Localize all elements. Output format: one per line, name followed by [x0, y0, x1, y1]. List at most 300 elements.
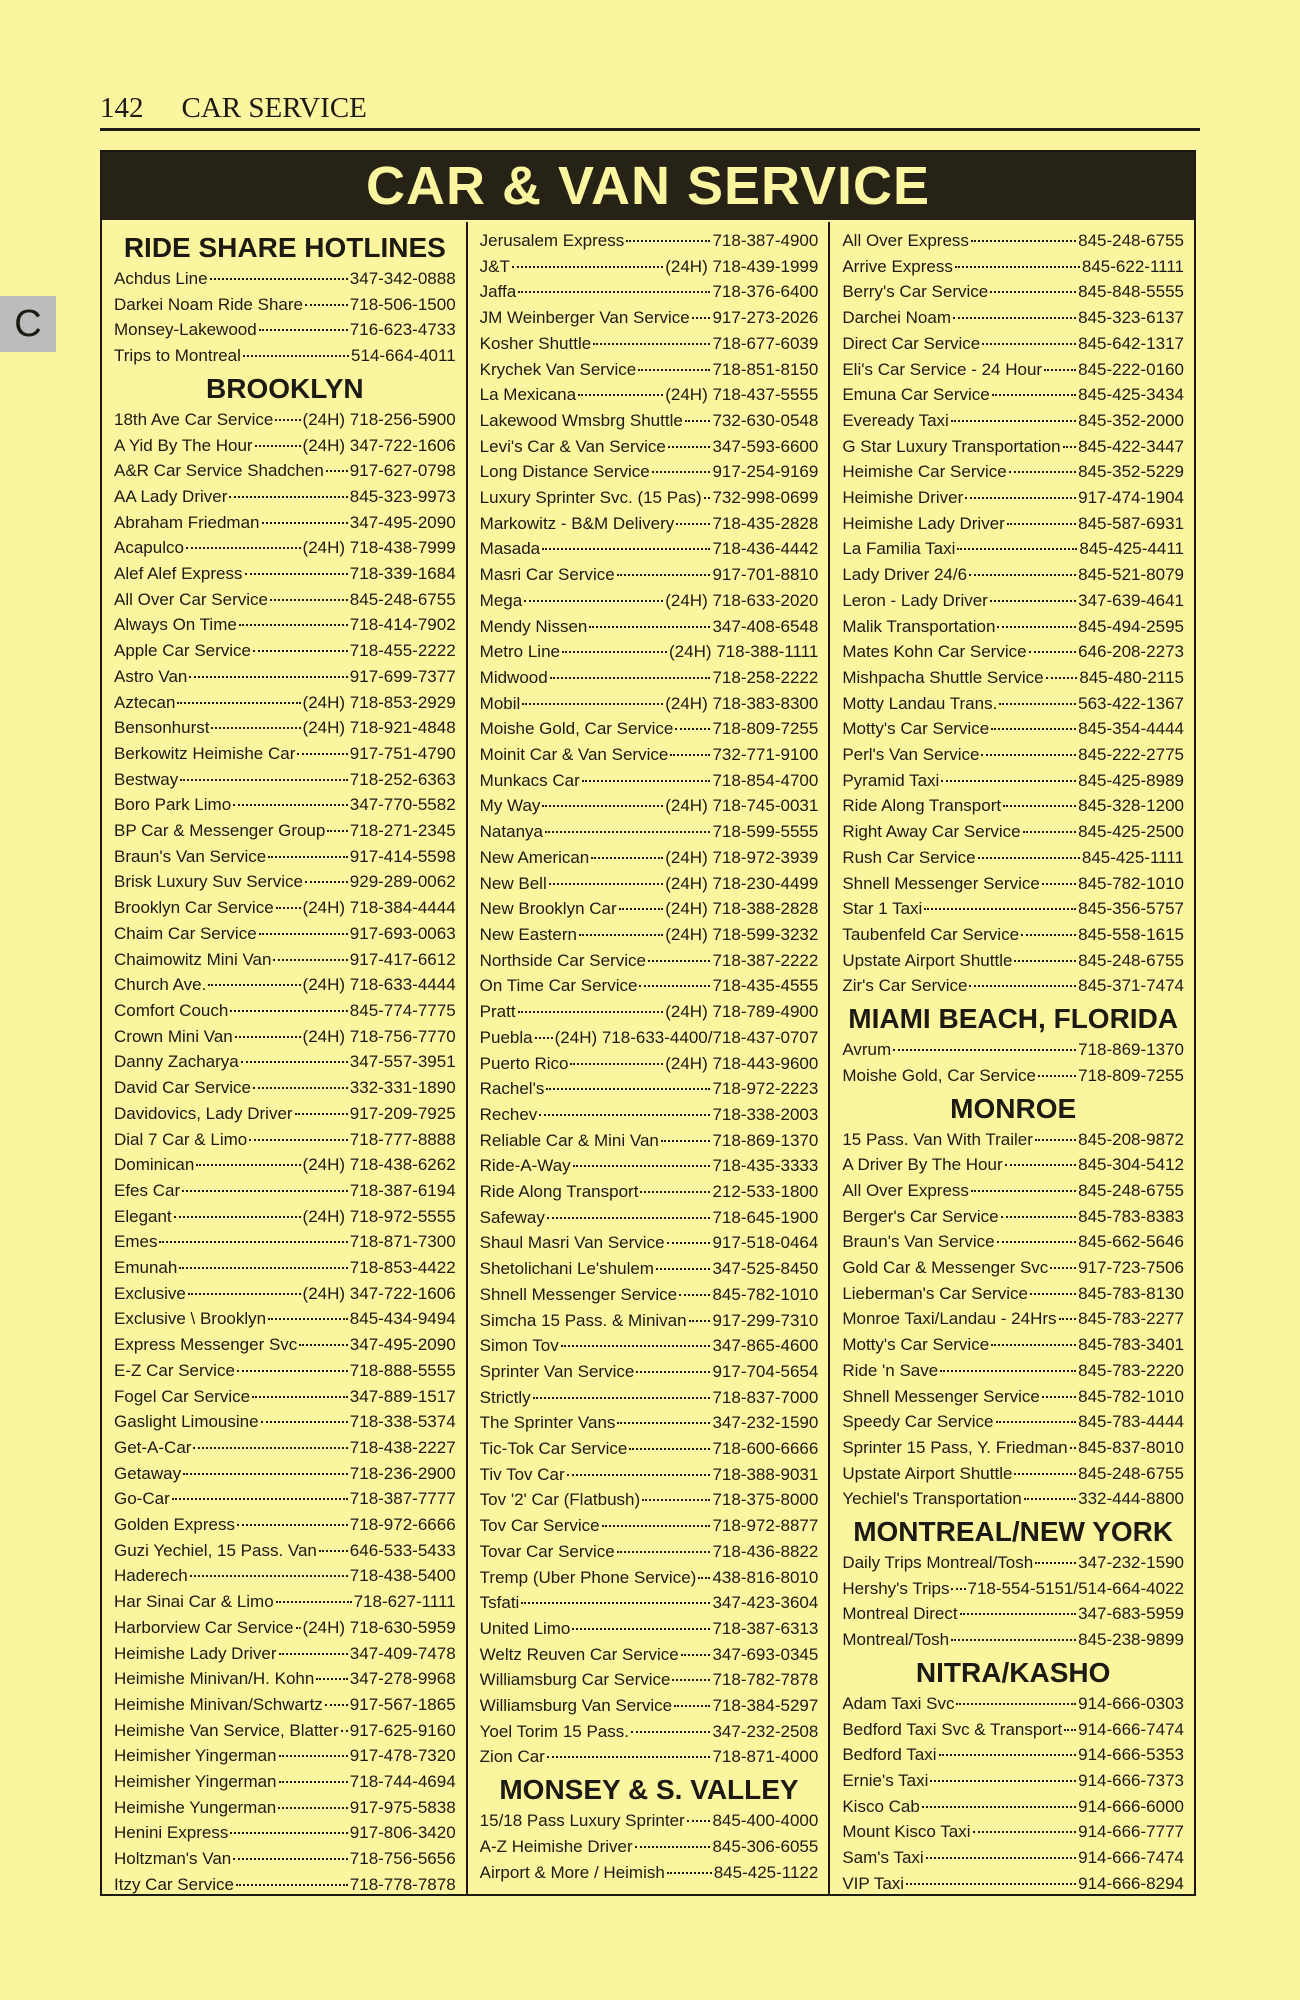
business-name: Go-Car: [114, 1489, 170, 1509]
listing-entry: [842, 279, 1184, 305]
listing-entry: [114, 1769, 456, 1795]
business-name: Emunah: [114, 1258, 178, 1278]
business-name: Kosher Shuttle: [479, 333, 592, 353]
phone-number: 718-252-6363: [349, 769, 456, 789]
dot-leader: [547, 1217, 711, 1219]
listing-entry: [842, 1306, 1184, 1332]
phone-number: 347-342-0888: [349, 269, 456, 288]
dot-leader: [550, 677, 711, 679]
listing-entry: [480, 1693, 819, 1719]
business-name: JM Weinberger Van Service: [479, 308, 690, 328]
dot-leader: [960, 1613, 1077, 1615]
listing-columns: [102, 222, 1194, 1894]
phone-number: (24H) 718-972-3939: [665, 847, 819, 867]
dot-leader: [276, 907, 301, 909]
dot-leader: [1024, 1498, 1076, 1500]
phone-number: 845-783-3401: [1078, 1335, 1184, 1355]
business-name: Heimisher Yingerman: [114, 1772, 277, 1792]
dot-leader: [341, 1730, 348, 1732]
listing-entry: [480, 254, 819, 280]
phone-number: 914-666-7373: [1078, 1770, 1184, 1790]
dot-leader: [617, 1422, 710, 1424]
phone-number: 646-208-2273: [1078, 642, 1184, 662]
listing-entry: [480, 768, 819, 794]
dot-leader: [951, 1639, 1076, 1641]
dot-leader: [1046, 677, 1078, 679]
business-name: Simon Tov: [479, 1336, 559, 1356]
phone-number: 845-248-6755: [349, 589, 456, 609]
phone-number: (24H) 718-439-1999: [665, 256, 819, 276]
listing-entry: [114, 1281, 456, 1307]
dot-leader: [233, 804, 348, 806]
phone-number: 718-677-6039: [712, 333, 819, 353]
phone-number: 718-388-9031: [712, 1464, 819, 1484]
listing-entry: [842, 1384, 1184, 1410]
dot-leader: [638, 369, 710, 371]
listing-entry: [114, 895, 456, 921]
dot-leader: [279, 1781, 348, 1783]
business-name: Heimishe Lady Driver: [842, 513, 1005, 533]
listing-entry: [480, 485, 819, 511]
business-name: Ride 'n Save: [842, 1360, 939, 1380]
business-name: Speedy Car Service: [842, 1412, 994, 1432]
dot-leader: [299, 1344, 347, 1346]
phone-number: 718-258-2222: [712, 667, 819, 687]
dot-leader: [941, 780, 1076, 782]
dot-leader: [676, 523, 710, 525]
listing-entry: [480, 434, 819, 460]
business-name: Tic-Tok Car Service: [479, 1439, 628, 1459]
dot-leader: [951, 420, 1076, 422]
dot-leader: [518, 1011, 664, 1013]
dot-leader: [602, 1525, 711, 1527]
business-name: Ride Along Transport: [842, 796, 1002, 816]
dot-leader: [1044, 369, 1076, 371]
dot-leader: [639, 985, 710, 987]
listing-entry: [114, 561, 456, 587]
dot-leader: [971, 1190, 1076, 1192]
business-name: Holtzman's Van: [114, 1849, 232, 1869]
section-heading-montreal-new-york: MONTREAL/NEW YORK: [853, 1516, 1174, 1548]
listing-entry: [480, 1359, 819, 1385]
dot-leader: [518, 291, 710, 293]
phone-number: 718-778-7878: [349, 1874, 456, 1894]
dot-leader: [193, 1447, 347, 1449]
phone-number: (24H) 718-633-2020: [665, 590, 819, 610]
dot-leader: [656, 1268, 710, 1270]
dot-leader: [1030, 1293, 1076, 1295]
dot-leader: [535, 1037, 553, 1039]
phone-number: 347-889-1517: [349, 1386, 456, 1406]
dot-leader: [997, 626, 1076, 628]
dot-leader: [522, 703, 663, 705]
business-name: Mega: [479, 590, 523, 610]
business-name: All Over Express: [842, 231, 969, 250]
business-name: Getaway: [114, 1463, 182, 1483]
business-name: Tiv Tov Car: [479, 1464, 565, 1484]
dot-leader: [296, 1627, 301, 1629]
phone-number: 845-783-8383: [1078, 1206, 1184, 1226]
dot-leader: [270, 599, 348, 601]
listing-entry: [114, 458, 456, 484]
listing-entry: [114, 1178, 456, 1204]
business-name: Metro Line: [479, 642, 560, 662]
listing-entry: [114, 1229, 456, 1255]
dot-leader: [640, 1191, 710, 1193]
phone-number: 347-865-4600: [712, 1336, 819, 1356]
dot-leader: [1009, 471, 1076, 473]
listing-entry: [480, 1051, 819, 1077]
phone-number: 845-208-9872: [1078, 1129, 1184, 1149]
phone-number: 718-387-4900: [712, 231, 819, 250]
business-name: Mendy Nissen: [479, 616, 588, 636]
business-name: Natanya: [479, 822, 543, 842]
page-header: [100, 88, 1200, 131]
dot-leader: [295, 1113, 348, 1115]
dot-leader: [262, 522, 348, 524]
dot-leader: [539, 1114, 710, 1116]
business-name: Upstate Airport Shuttle: [842, 1463, 1013, 1483]
listing-entry: [480, 639, 819, 665]
dot-leader: [243, 355, 349, 357]
phone-number: 845-425-1122: [713, 1862, 819, 1882]
dot-leader: [642, 1499, 710, 1501]
phone-number: (24H) 718-443-9600: [665, 1053, 819, 1073]
dot-leader: [179, 1267, 347, 1269]
phone-number: 438-816-8010: [712, 1567, 819, 1587]
business-name: Williamsburg Car Service: [479, 1670, 671, 1690]
business-name: Darchei Noam: [842, 308, 951, 328]
listing-entry: [480, 536, 819, 562]
business-name: Chaim Car Service: [114, 923, 257, 943]
listing-entry: [114, 1846, 456, 1872]
phone-number: 914-666-5353: [1078, 1745, 1184, 1765]
phone-number: 845-323-9973: [349, 486, 456, 506]
business-name: Pyramid Taxi: [842, 770, 940, 790]
listing-entry: [480, 896, 819, 922]
dot-leader: [268, 1318, 348, 1320]
phone-number: (24H) 718-745-0031: [665, 796, 819, 816]
listing-entry: [842, 1794, 1184, 1820]
listing-entry: [480, 1153, 819, 1179]
listing-entry: [480, 948, 819, 974]
business-name: Ernie's Taxi: [842, 1770, 929, 1790]
phone-number: 914-666-6000: [1078, 1796, 1184, 1816]
phone-number: (24H) 718-630-5959: [302, 1617, 456, 1637]
dot-leader: [190, 1575, 348, 1577]
dot-leader: [626, 240, 710, 242]
business-name: Achdus Line: [114, 269, 208, 288]
listing-entry: [842, 1601, 1184, 1627]
listing-entry: [114, 1486, 456, 1512]
listing-entry: [842, 922, 1184, 948]
listing-entry: [842, 588, 1184, 614]
business-name: Crown Mini Van: [114, 1026, 233, 1046]
phone-number: 718-871-7300: [349, 1232, 456, 1252]
dot-leader: [679, 1294, 710, 1296]
phone-number: 347-593-6600: [712, 436, 819, 456]
dot-leader: [189, 676, 347, 678]
phone-number: (24H) 347-722-1606: [302, 1283, 456, 1303]
listing-entry: [842, 973, 1184, 999]
business-name: Jerusalem Express: [479, 231, 625, 250]
phone-number: 917-414-5598: [349, 846, 456, 866]
listing-entry: [842, 1229, 1184, 1255]
dot-leader: [1003, 805, 1076, 807]
listing-entry: [842, 1204, 1184, 1230]
phone-number: 845-480-2115: [1079, 667, 1184, 687]
phone-number: 845-494-2595: [1078, 616, 1184, 636]
listing-entry: [480, 1808, 819, 1834]
dot-leader: [922, 1806, 1076, 1808]
phone-number: 845-848-5555: [1078, 282, 1184, 302]
dot-leader: [578, 394, 663, 396]
listing-entry: [480, 562, 819, 588]
business-name: Gold Car & Messenger Svc: [842, 1258, 1049, 1278]
listing-entry: [114, 792, 456, 818]
phone-number: 347-639-4641: [1078, 590, 1184, 610]
dot-leader: [670, 754, 710, 756]
listing-entry: [480, 1410, 819, 1436]
phone-number: 845-371-7474: [1078, 976, 1184, 996]
listing-entry: [842, 742, 1184, 768]
phone-number: 845-642-1317: [1078, 333, 1184, 353]
section-heading-monroe: MONROE: [950, 1092, 1077, 1124]
dot-leader: [698, 1577, 710, 1579]
business-name: Williamsburg Van Service: [479, 1696, 673, 1716]
business-name: Arrive Express: [842, 256, 953, 276]
phone-number: 845-425-2500: [1078, 822, 1184, 842]
phone-number: 845-774-7775: [349, 1000, 456, 1020]
phone-number: 718-236-2900: [349, 1463, 456, 1483]
phone-number: (24H) 718-853-2929: [302, 692, 456, 712]
dot-leader: [1064, 1729, 1076, 1731]
phone-number: 347-693-0345: [712, 1644, 819, 1664]
dot-leader: [241, 1061, 348, 1063]
listing-column-2: [466, 222, 831, 1894]
business-name: Weltz Reuven Car Service: [479, 1644, 679, 1664]
listing-entry: [842, 716, 1184, 742]
business-name: All Over Car Service: [114, 589, 268, 609]
listing-entry: [842, 1845, 1184, 1871]
listing-entry: [842, 665, 1184, 691]
dot-leader: [1042, 883, 1076, 885]
phone-number: 718-338-2003: [712, 1104, 819, 1124]
business-name: 18th Ave Car Service: [114, 409, 274, 429]
listing-entry: [114, 1409, 456, 1435]
phone-number: 845-352-5229: [1078, 462, 1184, 482]
phone-number: (24H) 718-384-4444: [302, 898, 456, 918]
business-name: Mates Kohn Car Service: [842, 642, 1027, 662]
phone-number: 718-384-5297: [712, 1696, 819, 1716]
listing-entry: [114, 1538, 456, 1564]
dot-leader: [652, 471, 711, 473]
phone-number: 917-723-7506: [1078, 1258, 1184, 1278]
dot-leader: [906, 1883, 1076, 1885]
listing-entry: [114, 1075, 456, 1101]
business-name: Tsfati: [479, 1593, 520, 1613]
dot-leader: [255, 445, 301, 447]
phone-number: 718-782-7878: [712, 1670, 819, 1690]
phone-number: 845-558-1615: [1078, 924, 1184, 944]
listing-entry: [842, 434, 1184, 460]
listing-entry: [480, 871, 819, 897]
phone-number: 845-304-5412: [1078, 1155, 1184, 1175]
listing-entry: [114, 1435, 456, 1461]
listing-entry: [480, 1860, 819, 1886]
listing-entry: [480, 922, 819, 948]
business-name: Luxury Sprinter Svc. (15 Pas): [479, 488, 702, 508]
section-heading-ride-share-hotlines: RIDE SHARE HOTLINES: [123, 232, 446, 263]
listing-entry: [842, 1486, 1184, 1512]
listing-entry: [480, 1462, 819, 1488]
listing-entry: [480, 973, 819, 999]
phone-number: 845-356-5757: [1078, 899, 1184, 919]
dot-leader: [951, 1588, 965, 1590]
listing-entry: [842, 1332, 1184, 1358]
phone-number: (24H) 718-789-4900: [665, 1002, 819, 1022]
listing-entry: [114, 1718, 456, 1744]
business-name: Krychek Van Service: [479, 359, 637, 379]
business-name: Zir's Car Service: [842, 976, 968, 996]
phone-number: 845-782-1010: [1078, 873, 1184, 893]
listing-entry: [114, 1101, 456, 1127]
business-name: Golden Express: [114, 1515, 235, 1535]
phone-number: 718-888-5555: [349, 1360, 456, 1380]
dot-leader: [1021, 934, 1076, 936]
phone-number: 917-273-2026: [712, 308, 819, 328]
listing-entry: [480, 1744, 819, 1770]
business-name: New Bell: [479, 873, 547, 893]
dot-leader: [261, 1421, 348, 1423]
business-name: 15 Pass. Van With Trailer: [842, 1129, 1033, 1149]
listing-entry: [842, 1063, 1184, 1089]
dot-leader: [316, 1678, 347, 1680]
dot-leader: [186, 547, 301, 549]
phone-number: (24H) 718-438-6262: [302, 1155, 456, 1175]
phone-number: 347-232-1590: [1078, 1553, 1184, 1573]
phone-number: 845-425-3434: [1078, 385, 1184, 405]
dot-leader: [631, 1731, 710, 1733]
dot-leader: [245, 573, 348, 575]
listing-entry: [480, 511, 819, 537]
business-name: Sprinter Van Service: [479, 1361, 635, 1381]
phone-number: 845-352-2000: [1078, 410, 1184, 430]
phone-number: 845-248-6755: [1078, 950, 1184, 970]
dot-leader: [182, 1190, 348, 1192]
listing-entry: [114, 1795, 456, 1821]
listing-entry: [114, 535, 456, 561]
listing-entry: [842, 536, 1184, 562]
dot-leader: [253, 650, 348, 652]
listing-entry: [480, 1487, 819, 1513]
business-name: Heimishe Yungerman: [114, 1797, 277, 1817]
dot-leader: [636, 1371, 710, 1373]
listing-entry: [480, 1076, 819, 1102]
business-name: Davidovics, Lady Driver: [114, 1103, 293, 1123]
dot-leader: [661, 1140, 711, 1142]
business-name: Leron - Lady Driver: [842, 590, 988, 610]
business-name: Heimishe Minivan/H. Kohn: [114, 1669, 315, 1689]
dot-leader: [305, 304, 348, 306]
business-name: Abraham Friedman: [114, 512, 260, 532]
listing-entry: [114, 1589, 456, 1615]
dot-leader: [1014, 1473, 1076, 1475]
listing-entry: [480, 1282, 819, 1308]
business-name: David Car Service: [114, 1078, 251, 1098]
dot-leader: [547, 1756, 711, 1758]
dot-leader: [546, 1088, 710, 1090]
business-name: Comfort Couch: [114, 1000, 229, 1020]
dot-leader: [1050, 1267, 1076, 1269]
listing-entry: [114, 818, 456, 844]
phone-number: 845-434-9494: [349, 1309, 456, 1329]
listing-entry: [480, 1565, 819, 1591]
listing-entry: [480, 614, 819, 640]
phone-number: 718-436-4442: [712, 539, 819, 559]
dot-leader: [325, 1704, 348, 1706]
phone-number: 718-600-6666: [712, 1439, 819, 1459]
phone-number: 718-438-2227: [349, 1437, 456, 1457]
listing-entry: [480, 1642, 819, 1668]
phone-number: (24H) 718-972-5555: [302, 1206, 456, 1226]
business-name: Munkacs Car: [479, 770, 580, 790]
phone-number: 845-782-1010: [712, 1284, 819, 1304]
phone-number: 347-278-9968: [349, 1669, 456, 1689]
business-name: Rechev: [479, 1104, 538, 1124]
dot-leader: [237, 1524, 348, 1526]
listing-entry: [842, 1358, 1184, 1384]
business-name: Apple Car Service: [114, 641, 252, 661]
business-name: Zion Car: [479, 1747, 545, 1767]
business-name: Efes Car: [114, 1180, 181, 1200]
listing-entry: [842, 639, 1184, 665]
listing-entry: [480, 819, 819, 845]
phone-number: 914-666-7474: [1078, 1719, 1184, 1739]
phone-number: 718-271-2345: [349, 821, 456, 841]
dot-leader: [533, 1397, 711, 1399]
phone-number: 347-423-3604: [712, 1593, 819, 1613]
dot-leader: [1014, 960, 1076, 962]
dot-leader: [235, 1036, 301, 1038]
phone-number: 914-666-7474: [1078, 1848, 1184, 1868]
phone-number: 917-567-1865: [349, 1694, 456, 1714]
listing-entry: [842, 382, 1184, 408]
business-name: Berger's Car Service: [842, 1206, 999, 1226]
business-name: Tremp (Uber Phone Service): [479, 1567, 697, 1587]
phone-number: 718-972-2223: [712, 1079, 819, 1099]
listing-entry: [842, 614, 1184, 640]
phone-number: 718-972-8877: [712, 1516, 819, 1536]
listing-entry: [114, 343, 456, 369]
listing-entry: [480, 716, 819, 742]
business-name: Montreal/Tosh: [842, 1630, 950, 1650]
phone-number: 845-622-1111: [1081, 256, 1184, 276]
phone-number: 563-422-1367: [1078, 693, 1184, 713]
listing-entry: [480, 1308, 819, 1334]
business-name: Moishe Gold, Car Service: [479, 719, 674, 739]
phone-number: 347-409-7478: [349, 1643, 456, 1663]
listing-entry: [480, 1256, 819, 1282]
business-name: Star 1 Taxi: [842, 899, 923, 919]
phone-number: 718-438-5400: [349, 1566, 456, 1586]
phone-number: 718-376-6400: [712, 282, 819, 302]
dot-leader: [305, 881, 348, 883]
business-name: Northside Car Service: [479, 950, 646, 970]
business-name: Markowitz - B&M Delivery: [479, 513, 675, 533]
dot-leader: [567, 1474, 711, 1476]
listing-entry: [480, 1834, 819, 1860]
